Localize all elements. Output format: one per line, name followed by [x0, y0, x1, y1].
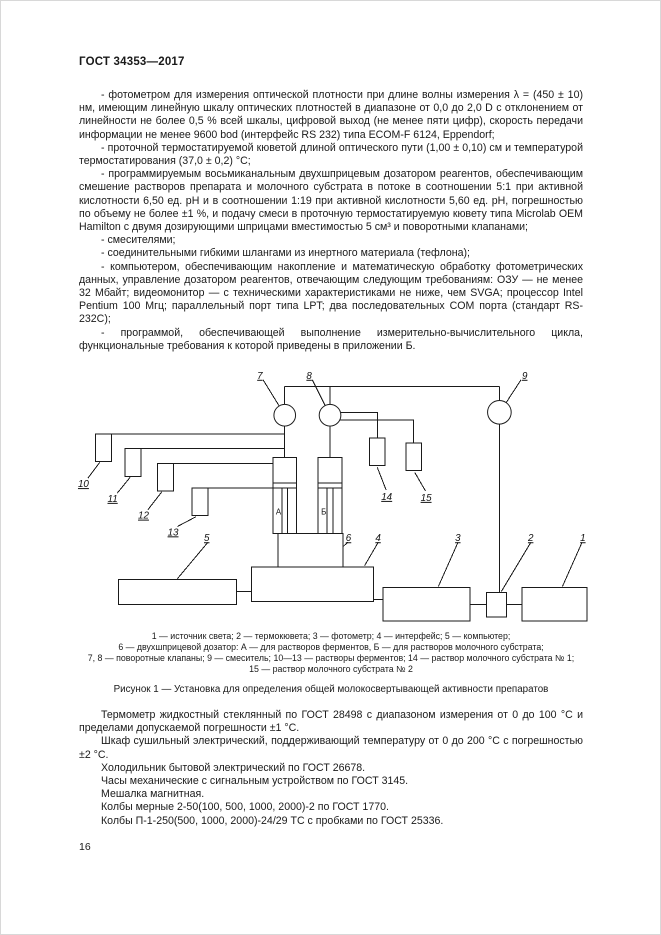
figure-label-5: 5 [204, 533, 210, 545]
paragraph-volumetric-flasks: Колбы мерные 2-50(100, 500, 1000, 2000)-2 по ГОСТ 1770. [101, 801, 389, 814]
syringe-b [318, 458, 342, 534]
paragraph-mixers: - смесителями; [101, 234, 176, 247]
syringe-a [273, 458, 297, 534]
figure-label-13: 13 [167, 527, 179, 539]
figure-label-6: 6 [345, 533, 352, 545]
paragraph-hoses: - соединительными гибкими шлангами из инертного материала (тефлона); [101, 247, 470, 260]
figure-label-10: 10 [77, 479, 89, 491]
figure-label-9: 9 [522, 370, 528, 382]
figure-caption [76, 631, 586, 675]
caption-line-4: 15 — раствор молочного субстрата № 2 [249, 664, 413, 675]
page-number: 16 [79, 841, 91, 853]
photometer-block [383, 588, 470, 621]
thermocuvette-block [487, 593, 507, 618]
paragraph-thermometer: Термометр жидкостный стеклянный по ГОСТ 28498 с диапазоном измерения от 0 до 100 °С и пределами допускаемой погрешности ±1 °С. [79, 709, 583, 735]
paragraph-cuvette: - проточной термостатируемой кюветой длиной оптического пути (1,00 ± 0,10) см и температурой термостатирования (37,0 ± 0,2) °С; [79, 141, 583, 168]
equipment-list-top [79, 89, 583, 353]
vessel-10 [96, 434, 112, 462]
figure-label-b: Б [321, 507, 327, 517]
figure-1 [76, 363, 586, 695]
figure-label-12: 12 [138, 510, 149, 522]
dosator-block [278, 533, 343, 566]
vessel-12 [158, 464, 174, 492]
figure-label-1: 1 [580, 533, 586, 545]
substrate-solution-vessels [369, 438, 421, 470]
figure-label-7: 7 [257, 370, 263, 382]
figure-label-14: 14 [381, 491, 393, 503]
vessel-11 [125, 449, 141, 477]
installation-schematic-diagram [76, 363, 588, 625]
paragraph-dosator: - программируемым восьмиканальным двухшприцевым дозатором реагентов, обеспечивающим смешение растворов препарата и молочного субстрата в потоке в соотношении 5:1 при активной кислотности 6,50 ед. pH и в соотношении 1:19 при активной кислотности 5,60 ед. pH, погрешностью по объему не более ±1 %, и подачу смеси в проточную термостатируемую кювету типа Microlab OEM Hamilton с двумя дозирующими шприцами вместимостью 5 см³ и поворотными клапанами; [79, 168, 583, 234]
mixer-9 [488, 401, 512, 425]
figure-label-a: А [275, 507, 282, 517]
vessel-13 [192, 488, 208, 516]
paragraph-clock: Часы механические с сигнальным устройством по ГОСТ 3145. [101, 775, 409, 788]
figure-label-15: 15 [420, 492, 432, 504]
vessel-15 [406, 443, 422, 471]
paragraph-computer: - компьютером, обеспечивающим накопление и математическую обработку фотометрических данных, управление дозатором реагентов, отвечающим следующим требованиям: ОЗУ — не менее 32 Мбайт; видеомонитор — с техническими характеристиками не ниже, чем SVGA; процессор Intel Pentium 100 Мгц; параллельный порт типа LPT; два последовательных COM порта (стандарт RS-232C); [79, 260, 583, 326]
paragraph-photometer: - фотометром для измерения оптической плотности при длине волны измерения λ = (450 ± 10) нм, имеющим линейную шкалу оптических плотностей в диапазоне от 0,0 до 2,0 D с отклонением от линейности не более 0,5 % всей шкалы, цифровой выход (не менее пяти цифр), скорость передачи информации не менее 9600 bod (интерфейс RS 232) типа ECOM-F 6124, Eppendorf; [79, 89, 583, 141]
figure-title: Рисунок 1 — Установка для определения общей молокосвертывающей активности препаратов [113, 684, 549, 696]
figure-label-4: 4 [375, 533, 381, 545]
caption-line-2: 6 — двухшприцевой дозатор: А — для растворов ферментов, Б — для растворов молочного субстрата; [118, 642, 544, 653]
figure-label-2: 2 [527, 533, 534, 545]
caption-line-3: 7, 8 — поворотные клапаны; 9 — смеситель; 10—13 — растворы ферментов; 14 — раствор молочного субстрата № 1; [87, 653, 575, 664]
rotary-valve-8 [319, 404, 341, 426]
paragraph-drying-cabinet: Шкаф сушильный электрический, поддерживающий температуру от 0 до 200 °С с погрешностью ±2 °С. [79, 735, 583, 761]
figure-label-11: 11 [107, 493, 118, 505]
document-header: ГОСТ 34353—2017 [79, 56, 185, 68]
caption-line-1: 1 — источник света; 2 — термокювета; 3 — фотометр; 4 — интерфейс; 5 — компьютер; [151, 631, 511, 642]
rotary-valve-7 [274, 404, 296, 426]
interface-block [251, 567, 373, 601]
equipment-list-bottom [79, 709, 583, 828]
light-source-block [522, 588, 587, 621]
figure-label-8: 8 [306, 370, 312, 382]
paragraph-software: - программой, обеспечивающей выполнение измерительно-вычислительного цикла, функциональные требования к которой приведены в приложении Б. [79, 326, 583, 352]
computer-block [118, 580, 236, 605]
paragraph-flasks: Колбы П-1-250(500, 1000, 2000)-24/29 ТС с пробками по ГОСТ 25336. [101, 814, 444, 827]
vessel-14 [369, 438, 385, 466]
figure-label-3: 3 [455, 533, 461, 545]
paragraph-stirrer: Мешалка магнитная. [101, 788, 205, 801]
paragraph-refrigerator: Холодильник бытовой электрический по ГОСТ 26678. [101, 761, 366, 774]
